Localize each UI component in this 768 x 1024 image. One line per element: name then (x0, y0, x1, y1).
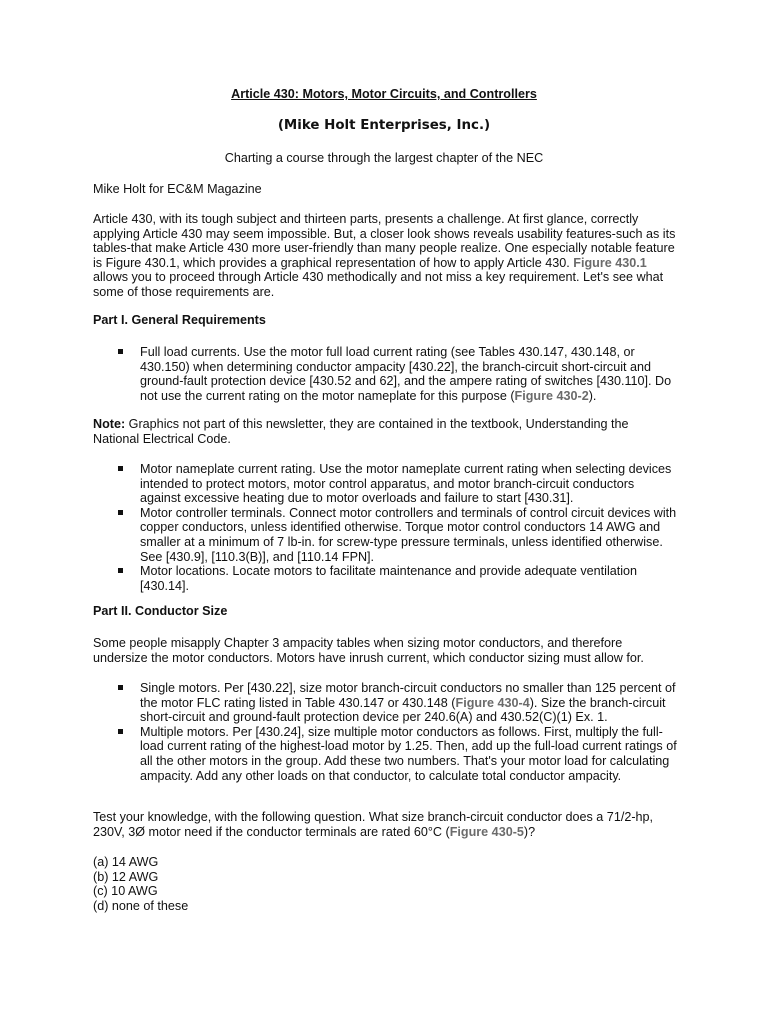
bullet-list-3 (118, 681, 678, 783)
answer-option: (a) 14 AWG (93, 855, 159, 869)
question-paragraph: Test your knowledge, with the following question. What size branch-circuit conductor does a 71/2-hp, 230V, 3Ø motor need if the conductor terminals are rated 60°C (Figure 430-5)? (93, 810, 654, 839)
intro-paragraph: Article 430, with its tough subject and thirteen parts, presents a challenge. At first glance, correctly applying Article 430 may seem impossible. But, a closer look shows reveals usability features-such as its tables-that make Article 430 more user-friendly than many people realize. One especially notable feature is Figure 430.1, which provides a graphical representation of how to apply Article 430. Figure 430.1 allows you to proceed through Article 430 methodically and not miss a key requirement. Let's see what some of those requirements are. (93, 212, 676, 299)
list-item: Motor controller terminals. Connect motor controllers and terminals of control circuit devices with copper conductors, unless identified otherwise. Torque motor control conductors 14 AWG and smaller at a minimum of 7 lb-in. for screw-type pressure terminals, unless identified otherwise. See [430.9], [110.3(B)], and [110.14 FPN]. (118, 506, 678, 564)
answer-option: (b) 12 AWG (93, 869, 159, 884)
list-item: Multiple motors. Per [430.24], size multiple motor conductors as follows. First, multiply the full-load current rating of the highest-load motor by 1.25. Then, add up the full-load current ratings of all the other motors in the group. Add these two numbers. That's your motor load for calculating ampacity. Add any other loads on that conductor, to calculate total conductor ampacity. (118, 725, 678, 783)
figure-reference: Figure 430-4 (455, 695, 530, 710)
conductor-paragraph: Some people misapply Chapter 3 ampacity tables when sizing motor conductors, and therefore undersize the motor conductors. Motors have inrush current, which conductor sizing must allow for. (93, 636, 644, 665)
article-title: Article 430: Motors, Motor Circuits, and Controllers (231, 87, 537, 101)
subtitle: Charting a course through the largest chapter of the NEC (224, 151, 544, 165)
bullet-list-1 (118, 345, 678, 403)
bullet-list-2 (118, 462, 678, 593)
list-item: Motor nameplate current rating. Use the motor nameplate current rating when selecting devices intended to protect motors, motor control apparatus, and motor branch-circuit conductors against excessive heating due to motor overloads and failure to start [430.31]. (118, 462, 678, 506)
figure-reference: Figure 430-2 (514, 388, 589, 403)
section-heading-part-1: Part I. General Requirements (93, 313, 266, 327)
figure-reference: Figure 430.1 (573, 255, 647, 270)
answer-list (93, 855, 678, 913)
section-heading-part-2: Part II. Conductor Size (93, 604, 228, 618)
list-item: Full load currents. Use the motor full load current rating (see Tables 430.147, 430.148, or 430.150) when determining conductor ampacity [430.22], the branch-circuit short-circuit and ground-fault protection device [430.52 and 62], and the ampere rating of switches [430.110]. Do not use the current rating on the motor nameplate for this purpose (Figure 430-2). (118, 345, 678, 403)
note-label: Note: (93, 417, 126, 431)
answer-option: (d) none of these (93, 898, 189, 913)
list-item: Single motors. Per [430.22], size motor branch-circuit conductors no smaller than 125 percent of the motor FLC rating listed in Table 430.147 or 430.148 (Figure 430-4). Size the branch-circuit short-circuit and ground-fault protection device per 240.6(A) and 430.52(C)(1) Ex. 1. (118, 681, 678, 725)
byline: Mike Holt for EC&M Magazine (93, 182, 262, 196)
company-name: (Mike Holt Enterprises, Inc.) (277, 118, 491, 133)
answer-option: (c) 10 AWG (93, 884, 158, 899)
figure-reference: Figure 430-5 (449, 824, 524, 839)
list-item: Motor locations. Locate motors to facilitate maintenance and provide adequate ventilation [430.14]. (118, 564, 678, 593)
note-paragraph: Note: Graphics not part of this newsletter, they are contained in the textbook, Understanding the National Electrical Code. (93, 417, 629, 446)
